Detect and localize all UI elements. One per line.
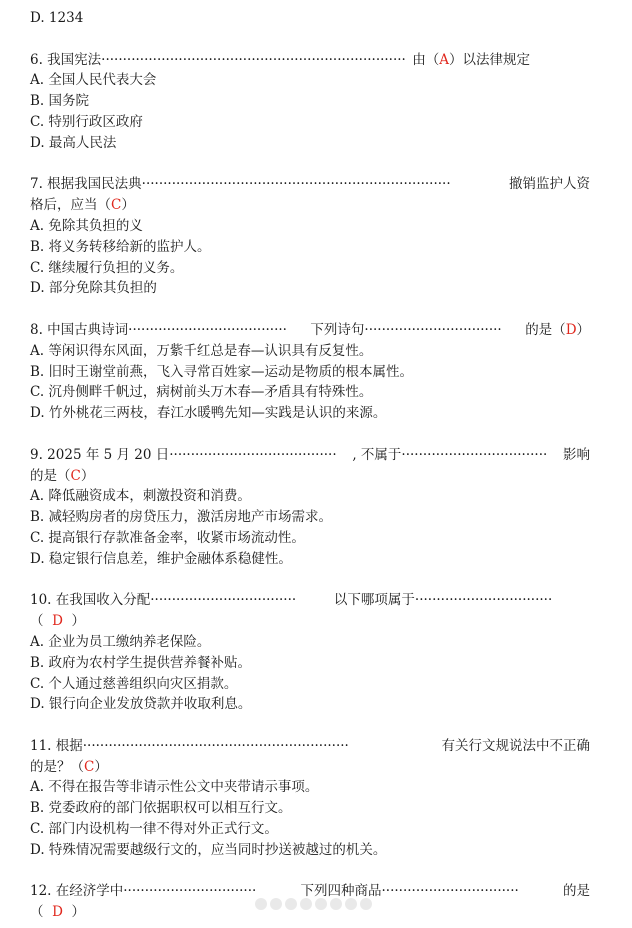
q8-stem-b: 下列诗句: [310, 321, 365, 338]
q7-line2-b: ）: [121, 197, 135, 214]
q6-option-a: A. 全国人民代表大会: [30, 72, 157, 89]
q9-answer: C: [70, 467, 81, 484]
q9-stem-c: 影响: [563, 446, 590, 463]
q10-dots-1: ··································: [150, 592, 297, 609]
q11-option-d: D. 特殊情况需要越级行文的，应当同时抄送被越过的机关。: [30, 841, 387, 858]
q10-stem-a: 10. 在我国收入分配: [30, 592, 151, 609]
q7-dots: ········································································: [141, 176, 451, 193]
q8-option-b: B. 旧时王谢堂前燕，飞入寻常百姓家—运动是物质的根本属性。: [30, 363, 414, 380]
q8-answer: D: [565, 321, 577, 338]
q10-option-d: D. 银行向企业发放贷款并收取利息。: [30, 696, 252, 713]
q7-answer: C: [111, 197, 122, 214]
q6-stem-c: ）以法律规定: [449, 51, 530, 68]
q7-option-c: C. 继续履行负担的义务。: [30, 259, 184, 276]
q12-line2-a: （: [30, 904, 44, 921]
q9-stem-a: 9. 2025 年 5 月 20 日: [30, 446, 170, 463]
q6-option-d: D. 最高人民法: [30, 134, 117, 151]
q9-stem-line2: [30, 466, 590, 487]
q12-stem-c: 的是: [563, 883, 590, 900]
q11-stem-line2: [30, 757, 590, 778]
q12-stem-b: 下列四种商品: [300, 883, 382, 900]
q7-option-a: A. 免除其负担的义: [30, 217, 143, 234]
q8-option-d: D. 竹外桃花三两枝，春江水暖鸭先知—实践是认识的来源。: [30, 405, 387, 422]
q12-dots-1: ·······························: [123, 883, 257, 900]
q6-stem-b: 由（: [412, 51, 440, 68]
q12-stem-a: 12. 在经济学中: [30, 883, 124, 900]
q10-line2-a: （: [30, 613, 44, 630]
q6-dots: ·······································································: [101, 51, 406, 68]
q11-line2-a: 的是？（: [30, 758, 84, 775]
q8-option-c: C. 沉舟侧畔千帆过，病树前头万木春—矛盾具有特殊性。: [30, 384, 373, 401]
q11-dots: ······························································: [82, 737, 349, 754]
q10-option-b: B. 政府为农村学生提供营养餐补贴。: [30, 654, 252, 671]
q7-stem-a: 7. 根据我国民法典: [30, 176, 142, 193]
q8-dots-2: ································: [364, 321, 502, 338]
q7-line2-a: 格后，应当（: [30, 197, 111, 214]
q10-stem: [30, 590, 590, 611]
q11-option-b: B. 党委政府的部门依据职权可以相互行文。: [30, 800, 292, 817]
q9-stem-b: , 不属于: [352, 446, 402, 463]
q8-stem-a: 8. 中国古典诗词: [30, 321, 129, 338]
q9-line2-b: ）: [80, 467, 95, 484]
q11-stem-b: 有关行文规说法中不正确: [441, 737, 590, 754]
q7-option-b: B. 将义务转移给新的监护人。: [30, 238, 211, 255]
q12-answer: D: [52, 904, 63, 921]
q7-stem-b: 撤销监护人资: [509, 176, 590, 193]
q11-option-a: A. 不得在报告等非请示性公文中夹带请示事项。: [30, 779, 319, 796]
q10-dots-2: ································: [414, 592, 553, 609]
q8-stem: [30, 320, 590, 341]
q9-option-c: C. 提高银行存款准备金率，收紧市场流动性。: [30, 529, 305, 546]
q8-stem-d: ）: [576, 321, 591, 338]
q11-answer: C: [84, 758, 95, 775]
q9-stem: [30, 445, 590, 466]
q5-option-d: D. 1234: [30, 10, 84, 26]
q11-line2-b: ）: [94, 758, 108, 775]
q12-line2-b: ）: [71, 904, 86, 921]
q9-dots-2: ··································: [401, 446, 548, 463]
q6-option-c: C. 特别行政区政府: [30, 113, 143, 130]
document-page: [30, 8, 590, 923]
q9-option-a: A. 降低融资成本，刺激投资和消费。: [30, 488, 251, 505]
q9-dots-1: ·······································: [169, 446, 337, 463]
q11-stem: [30, 736, 590, 757]
q7-option-d: D. 部分免除其负担的: [30, 280, 157, 297]
q8-option-a: A. 等闲识得东风面，万紫千红总是春—认识具有反复性。: [30, 342, 373, 359]
q10-stem-b: 以下哪项属于: [333, 592, 415, 609]
q11-option-c: C. 部门内设机构一律不得对外正式行文。: [30, 821, 278, 838]
q10-stem-line2: [30, 611, 590, 632]
q9-option-b: B. 减轻购房者的房贷压力，激活房地产市场需求。: [30, 509, 333, 526]
q6-stem: [30, 50, 590, 71]
watermark: [255, 898, 385, 912]
q6-stem-a: 6. 我国宪法: [30, 51, 102, 68]
q11-stem-a: 11. 根据: [30, 737, 83, 754]
q7-stem: [30, 174, 590, 195]
q7-stem-line2: [30, 195, 590, 216]
q10-option-a: A. 企业为员工缴纳养老保险。: [30, 633, 211, 650]
q9-line2-a: 的是（: [30, 467, 71, 484]
q8-stem-c: 的是（: [525, 321, 566, 338]
q6-option-b: B. 国务院: [30, 93, 90, 110]
q6-answer: A: [439, 51, 449, 68]
q10-option-c: C. 个人通过慈善组织向灾区捐款。: [30, 675, 238, 692]
q9-option-d: D. 稳定银行信息差，维护金融体系稳健性。: [30, 550, 292, 567]
q12-dots-2: ································: [381, 883, 519, 900]
q8-dots-1: ·····································: [128, 321, 287, 338]
q10-line2-b: ）: [71, 613, 86, 630]
q10-answer: D: [52, 613, 63, 630]
